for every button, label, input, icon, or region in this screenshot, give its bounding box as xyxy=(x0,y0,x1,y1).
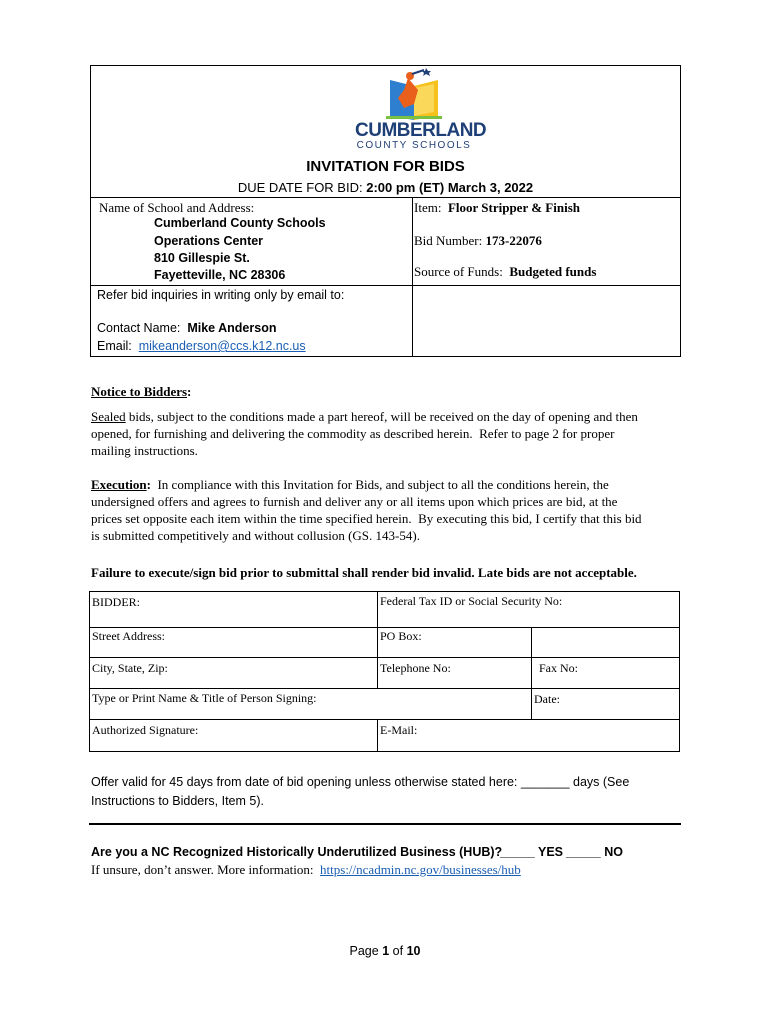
source-of-funds: Source of Funds: Budgeted funds xyxy=(414,264,597,279)
email-link[interactable]: mikeanderson@ccs.k12.nc.us xyxy=(138,339,306,353)
divider xyxy=(89,657,680,658)
divider xyxy=(89,627,680,628)
city-state-zip-field[interactable]: City, State, Zip: xyxy=(92,661,168,675)
divider xyxy=(90,197,681,198)
date-field[interactable]: Date: xyxy=(534,692,560,706)
divider xyxy=(377,719,378,752)
notice-paragraph: Sealed bids, subject to the conditions made a part hereof, will be received on the day of opening and then opened, for furnishing and delivering the commodity as described herein. Refer to page 2 for proper mailing instructions. xyxy=(91,409,638,458)
logo-line2: COUNTY SCHOOLS xyxy=(356,140,472,151)
contact-name: Contact Name: Mike Anderson xyxy=(97,321,277,335)
due-date-label: DUE DATE FOR BID: xyxy=(237,180,363,195)
page-title: INVITATION FOR BIDS xyxy=(306,158,465,175)
contact-email: Email: mikeanderson@ccs.k12.nc.us xyxy=(97,339,306,353)
print-name-field[interactable]: Type or Print Name & Title of Person Signing: xyxy=(92,691,317,705)
contact-value: Mike Anderson xyxy=(187,321,277,335)
hub-no[interactable]: _____ NO xyxy=(566,845,623,859)
signature-field[interactable]: Authorized Signature: xyxy=(92,723,199,737)
divider xyxy=(531,627,532,719)
divider xyxy=(89,688,680,689)
street-address-field[interactable]: Street Address: xyxy=(92,629,165,643)
page-number: Page 1 of 10 xyxy=(349,944,421,958)
bid-number-value: 173-22076 xyxy=(485,233,542,248)
hub-yes[interactable]: _____ YES xyxy=(500,845,564,859)
inquiry-text: Refer bid inquiries in writing only by email to: xyxy=(97,288,345,302)
warning-text: Failure to execute/sign bid prior to submittal shall render bid invalid. Late bids are not acceptable. xyxy=(91,565,637,580)
school-label: Name of School and Address: xyxy=(99,200,255,215)
notice-heading: Notice to Bidders: xyxy=(91,384,192,399)
bid-number: Bid Number: 173-22076 xyxy=(414,233,542,248)
divider xyxy=(412,197,413,357)
divider xyxy=(90,285,681,286)
telephone-field[interactable]: Telephone No: xyxy=(380,661,451,675)
bidder-field[interactable]: BIDDER: xyxy=(92,595,140,609)
execution-paragraph: Execution: In compliance with this Invitation for Bids, and subject to all the conditions herein, the undersigned offers and agrees to furnish and deliver any or all items upon which prices are bid, at the prices set opposite each item within the time specified herein. By executing this bid, I certify that this bid is submitted competitively and without collusion (GS. 143-54). xyxy=(91,477,642,543)
due-date-value: 2:00 pm (ET) March 3, 2022 xyxy=(366,180,534,195)
tax-id-field[interactable]: Federal Tax ID or Social Security No: xyxy=(380,594,563,608)
divider xyxy=(377,591,378,688)
school-name: Cumberland County Schools xyxy=(154,216,326,230)
hub-info: If unsure, don’t answer. More information: https://ncadmin.nc.gov/businesses/hub xyxy=(91,862,521,877)
school-line2: Operations Center xyxy=(154,234,264,248)
hub-link[interactable]: https://ncadmin.nc.gov/businesses/hub xyxy=(320,862,521,877)
logo-line1: CUMBERLAND xyxy=(355,120,487,141)
email-field[interactable]: E-Mail: xyxy=(380,723,418,737)
hub-question: Are you a NC Recognized Historically Underutilized Business (HUB)? xyxy=(91,845,503,859)
po-box-field[interactable]: PO Box: xyxy=(380,629,422,643)
fax-field[interactable]: Fax No: xyxy=(539,661,578,675)
divider xyxy=(89,719,680,720)
offer-text: Offer valid for 45 days from date of bid opening unless otherwise stated here: _______ days (See Instructions to Bidders, Item 5). xyxy=(91,775,630,808)
item-value: Floor Stripper & Finish xyxy=(447,200,580,215)
school-street: 810 Gillespie St. xyxy=(154,251,250,265)
funds-value: Budgeted funds xyxy=(509,264,597,279)
school-logo-icon xyxy=(384,68,444,122)
divider xyxy=(89,823,681,825)
item-field: Item: Floor Stripper & Finish xyxy=(414,200,580,215)
due-date xyxy=(90,180,681,195)
school-city: Fayetteville, NC 28306 xyxy=(154,268,286,282)
